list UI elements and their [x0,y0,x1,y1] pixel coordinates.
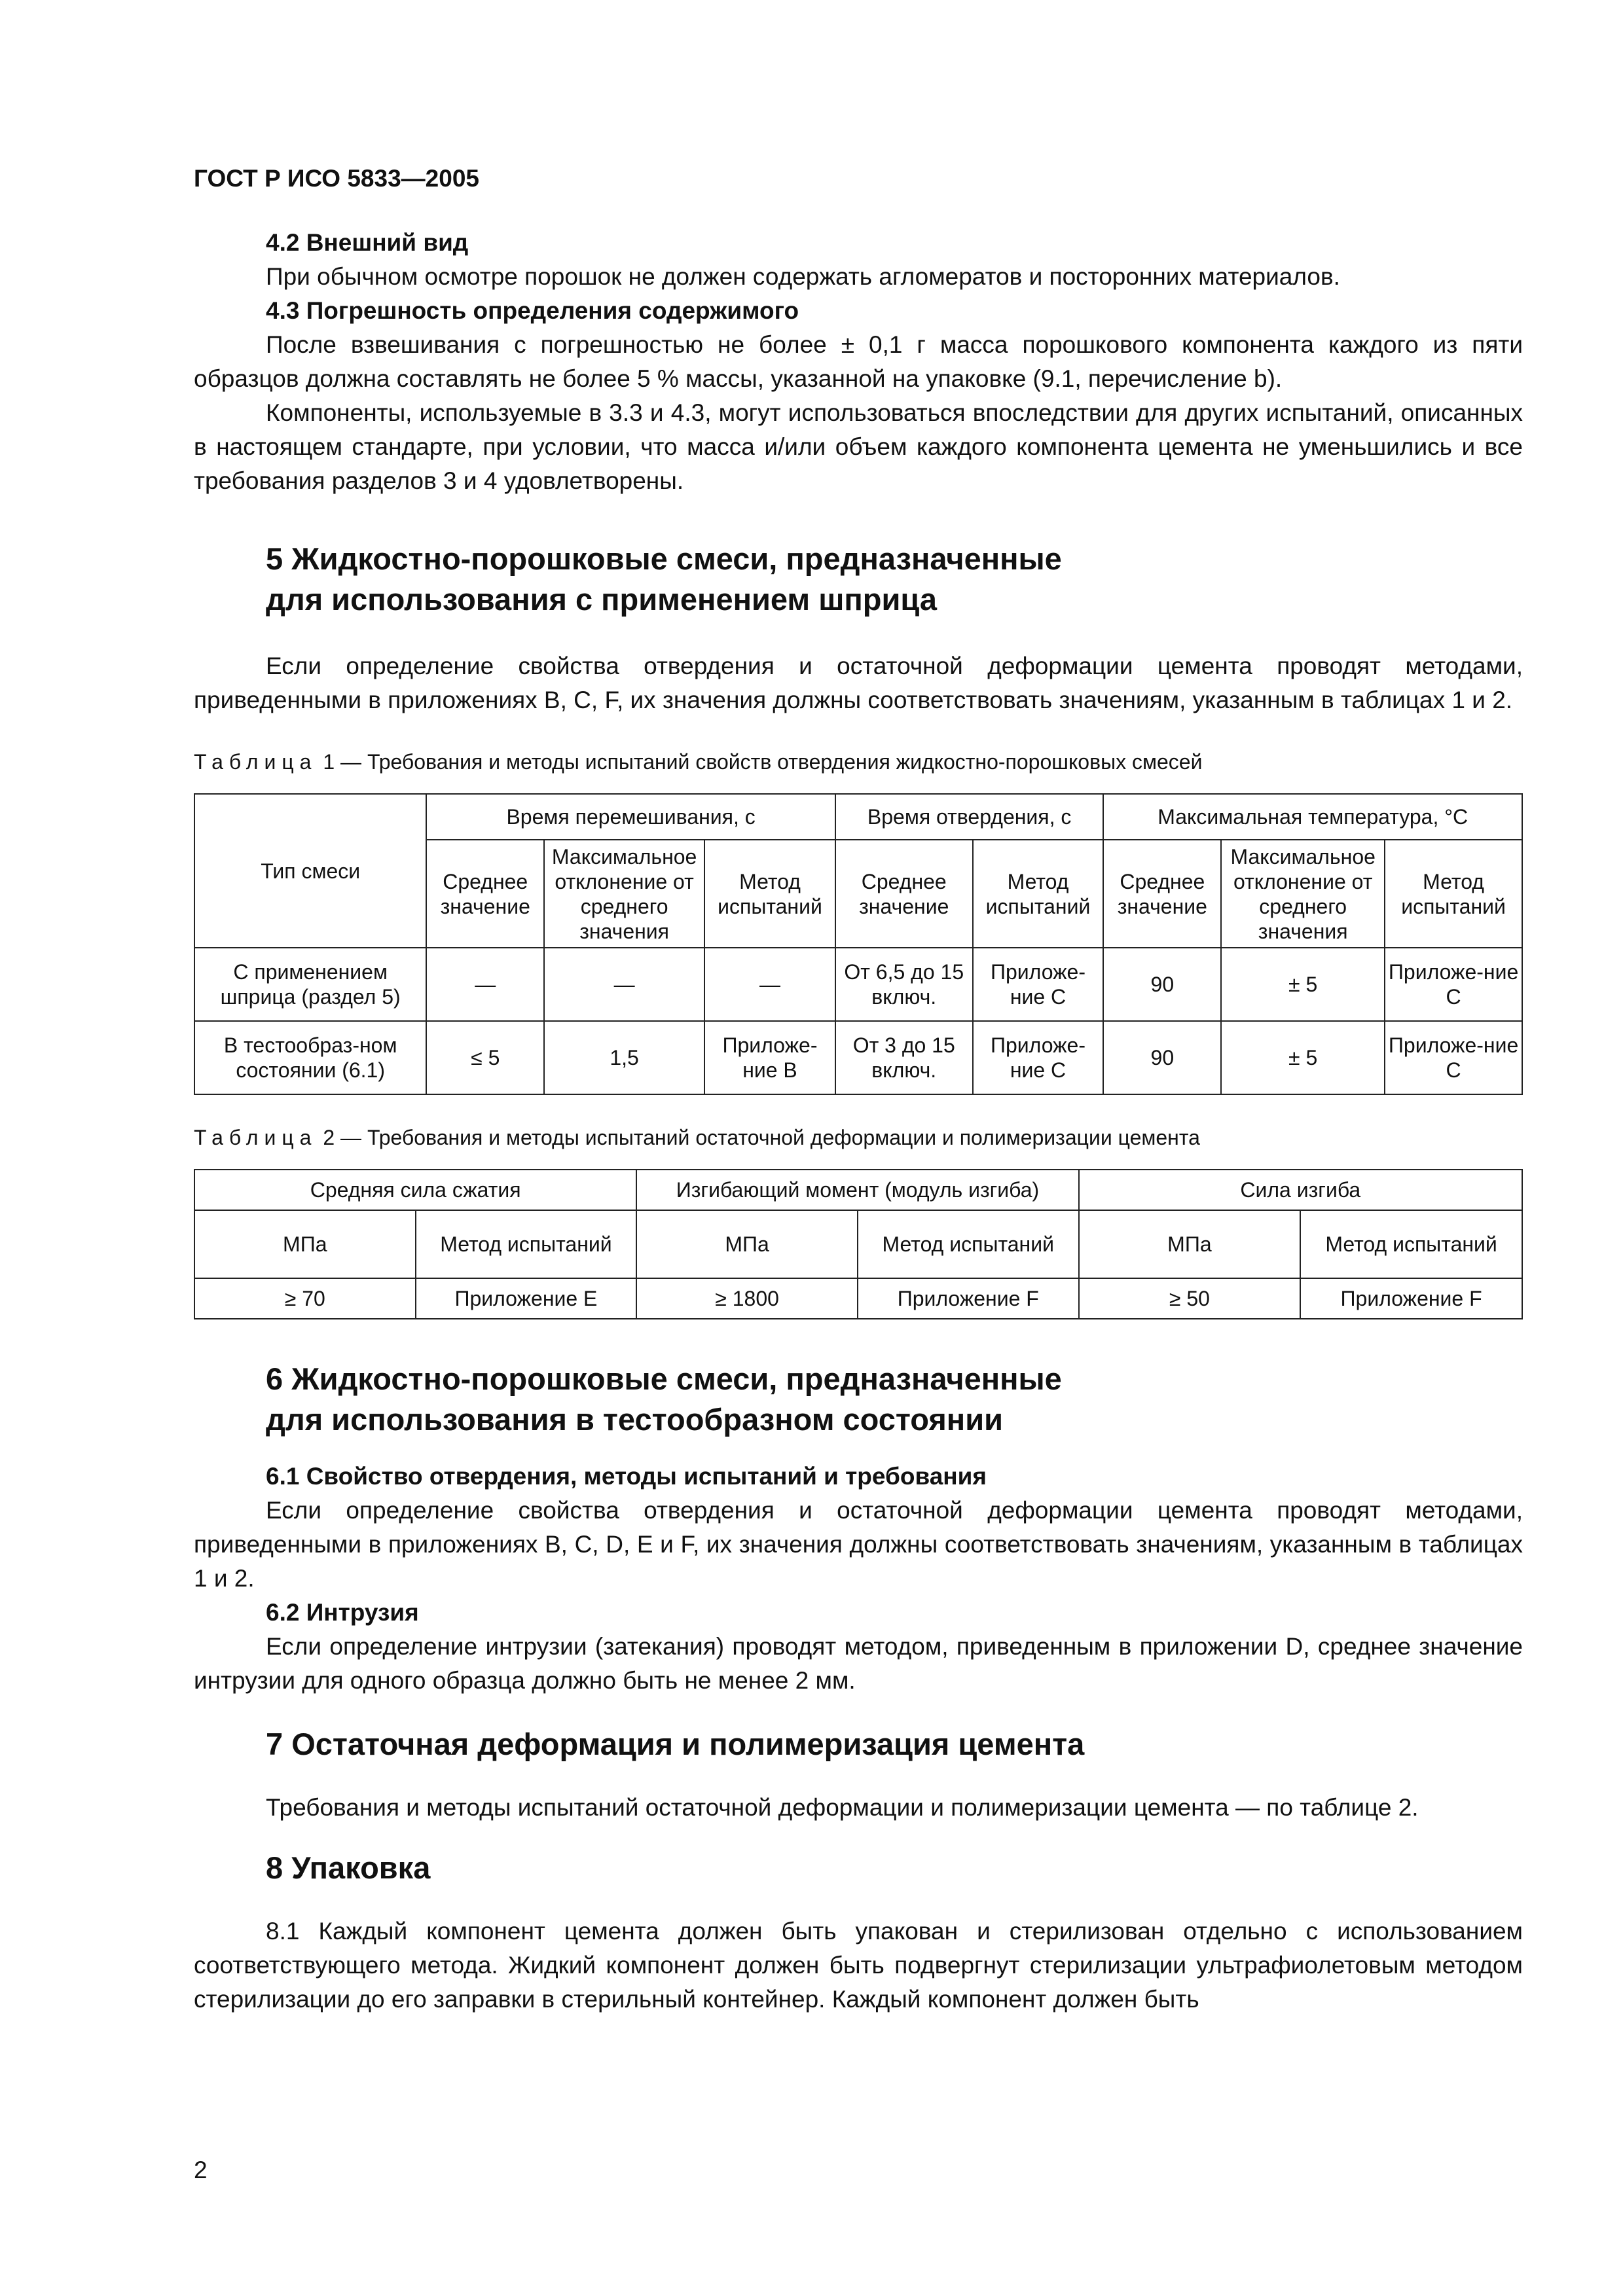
table-row [194,1278,1522,1319]
table2-header-unit: МПа [194,1210,416,1278]
table-cell: ≤ 5 [426,1021,544,1094]
table1-header-maxdev: Максимальное отклонение от среднего значения [1221,840,1385,948]
table-cell: ± 5 [1221,1021,1385,1094]
table-cell: 90 [1103,1021,1221,1094]
table2-header-method: Метод испытаний [858,1210,1079,1278]
table2-header-unit: МПа [636,1210,858,1278]
table-cell: — [704,948,835,1021]
table2-header-method: Метод испытаний [416,1210,637,1278]
table2-header-bending-modulus: Изгибающий момент (модуль изгиба) [636,1170,1078,1210]
paragraph-7: Требования и методы испытаний остаточной деформации и полимеризации цемента — по таблице 2. [266,1794,1419,1821]
section-title-5-line2: для использования с применением шприца [266,582,937,617]
table-row [194,948,1522,1021]
paragraph-4-3-1: После взвешивания с погрешностью не более ± 0,1 г масса порошкового компонента каждого из пяти образцов должна составлять не более 5 % массы, указанной на упаковке (9.1, перечисление b). [194,331,1523,392]
table-cell: ≥ 50 [1079,1278,1301,1319]
subsection-heading-4-2: 4.2 Внешний вид [266,229,469,256]
table2 [194,1169,1523,1319]
paragraph-8-1: 8.1 Каждый компонент цемента должен быть упакован и стерилизован отдельно с использованием соответствующего метода. Жидкий компонент должен быть подвергнут стерилизации ультрафиолетовым методом стерилизации до его заправки в стерильный контейнер. Каждый компонент должен быть [194,1918,1523,2013]
section-title-8: 8 Упаковка [266,1850,431,1885]
table2-header-unit: МПа [1079,1210,1301,1278]
table1-header-setting: Время отвердения, с [835,794,1104,840]
paragraph-6-1: Если определение свойства отвердения и остаточной деформации цемента проводят методами, приведенными в приложениях В, С, D, Е и F, их значения должны соответствовать значениям, указанным в таблицах 1 и 2. [194,1497,1523,1592]
paragraph-4-2: При обычном осмотре порошок не должен содержать агломератов и посторонних материалов. [266,263,1340,290]
table-cell: С применением шприца (раздел 5) [194,948,426,1021]
table1-header-mean: Среднее значение [1103,840,1221,948]
section-title-6-line2: для использования в тестообразном состоянии [266,1402,1003,1437]
table-cell: Приложе-ние С [1385,1021,1522,1094]
table-cell: Приложе-ние С [973,948,1104,1021]
table2-header-method: Метод испытаний [1300,1210,1522,1278]
table-cell: От 3 до 15 включ. [835,1021,973,1094]
table-cell: В тестообраз-ном состоянии (6.1) [194,1021,426,1094]
table1-header-mean: Среднее значение [426,840,544,948]
subsection-heading-6-1: 6.1 Свойство отвердения, методы испытаний и требования [266,1463,987,1490]
table2-caption [194,1124,1523,1151]
table-cell: 90 [1103,948,1221,1021]
table-cell: 1,5 [544,1021,704,1094]
table2-label: Таблица [194,1126,318,1149]
table2-header-bending-strength: Сила изгиба [1079,1170,1522,1210]
table1-header-mixing: Время перемешивания, с [426,794,835,840]
page-number: 2 [194,2157,208,2183]
table-cell: ≥ 1800 [636,1278,858,1319]
paragraph-5: Если определение свойства отвердения и остаточной деформации цемента проводят методами, приведенными в приложениях В, С, F, их значения должны соответствовать значениям, указанным в таблицах 1 и 2. [194,653,1523,713]
table-cell: ≥ 70 [194,1278,416,1319]
table-cell: Приложе-ние В [704,1021,835,1094]
paragraph-4-3-2: Компоненты, используемые в 3.3 и 4.3, могут использоваться впоследствии для других испытаний, описанных в настоящем стандарте, при условии, что масса и/или объем каждого компонента цемента не уменьшились и все требования разделов 3 и 4 удовлетворены. [194,399,1523,494]
table-cell: ± 5 [1221,948,1385,1021]
table-cell: — [544,948,704,1021]
table-cell: Приложе-ние С [1385,948,1522,1021]
subsection-heading-4-3: 4.3 Погрешность определения содержимого [266,297,799,324]
table-cell: Приложение Е [416,1278,637,1319]
table-cell: Приложе-ние С [973,1021,1104,1094]
table1-header-type: Тип смеси [194,794,426,948]
table1-caption [194,749,1523,775]
section-title-5-line1: 5 Жидкостно-порошковые смеси, предназначенные [266,541,1062,576]
page-content [194,226,1523,2017]
table2-title: 2 — Требования и методы испытаний остаточной деформации и полимеризации цемента [323,1126,1200,1149]
table1-header-mean: Среднее значение [835,840,973,948]
table-cell: Приложение F [858,1278,1079,1319]
table-cell: — [426,948,544,1021]
table1-title: 1 — Требования и методы испытаний свойств отвердения жидкостно-порошковых смесей [323,750,1203,774]
table1-header-method: Метод испытаний [1385,840,1522,948]
table1-header-method: Метод испытаний [704,840,835,948]
table1-header-method: Метод испытаний [973,840,1104,948]
section-title-6-line1: 6 Жидкостно-порошковые смеси, предназначенные [266,1361,1062,1396]
table1-header-temperature: Максимальная температура, °С [1103,794,1522,840]
section-title-7: 7 Остаточная деформация и полимеризация цемента [266,1727,1085,1761]
table1-label: Таблица [194,750,318,774]
table1 [194,793,1523,1095]
table1-header-maxdev: Максимальное отклонение от среднего значения [544,840,704,948]
paragraph-6-2: Если определение интрузии (затекания) проводят методом, приведенным в приложении D, среднее значение интрузии для одного образца должно быть не менее 2 мм. [194,1633,1523,1694]
table2-header-compression: Средняя сила сжатия [194,1170,636,1210]
table-row [194,1021,1522,1094]
table-cell: Приложение F [1300,1278,1522,1319]
subsection-heading-6-2: 6.2 Интрузия [266,1599,419,1626]
document-header: ГОСТ Р ИСО 5833—2005 [194,165,479,192]
table-cell: От 6,5 до 15 включ. [835,948,973,1021]
